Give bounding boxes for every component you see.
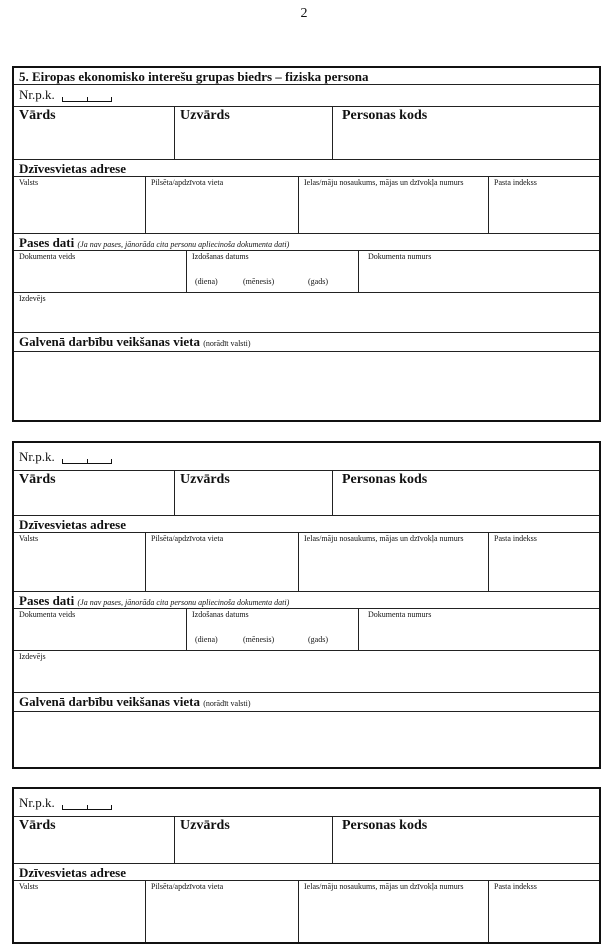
vards-field[interactable]: [14, 471, 174, 515]
vards-field[interactable]: [14, 817, 174, 863]
nrpk-input[interactable]: [62, 453, 112, 464]
dokumenta-numurs-label: Dokumenta numurs: [368, 610, 432, 619]
passport-heading-row: [14, 592, 599, 608]
pasta-indekss-label: Pasta indekss: [494, 882, 537, 891]
dokumenta-veids-label: Dokumenta veids: [19, 252, 76, 261]
address-heading-row: [14, 516, 599, 532]
uzvards-label: Uzvārds: [180, 472, 230, 487]
address-row: [14, 532, 599, 592]
izdosanas-datums-label: Izdošanas datums: [192, 252, 249, 261]
uzvards-label: Uzvārds: [180, 818, 230, 833]
ielas-label: Ielas/māju nosaukums, mājas un dzīvokļa numurs: [304, 882, 464, 891]
passport-row: [14, 608, 599, 651]
nrpk-input[interactable]: [62, 91, 112, 102]
member-block-1: [12, 66, 601, 422]
vards-label: Vārds: [19, 472, 56, 487]
pilseta-label: Pilsēta/apdzīvota vieta: [151, 534, 224, 543]
passport-heading: Pases dati: [19, 593, 75, 608]
personas-kods-label: Personas kods: [342, 818, 428, 833]
izdosanas-datums-field[interactable]: [186, 609, 358, 650]
address-heading: Dzīvesvietas adrese: [19, 161, 126, 176]
passport-note: (Ja nav pases, jānorāda cita personu apliecinoša dokumenta dati): [77, 240, 290, 249]
menesis-label: (mēnesis): [243, 277, 275, 286]
menesis-label: (mēnesis): [243, 635, 275, 644]
name-row: [14, 107, 599, 160]
diena-label: (diena): [195, 635, 218, 644]
valsts-field[interactable]: [14, 881, 145, 942]
address-heading: Dzīvesvietas adrese: [19, 517, 126, 532]
uzvards-field[interactable]: [174, 107, 332, 159]
uzvards-label: Uzvārds: [180, 108, 230, 123]
valsts-label: Valsts: [19, 882, 39, 891]
address-heading-row: [14, 864, 599, 880]
name-row: [14, 471, 599, 516]
izdevejs-label: Izdevējs: [19, 652, 46, 661]
passport-note: (Ja nav pases, jānorāda cita personu apliecinoša dokumenta dati): [77, 598, 290, 607]
personas-kods-field[interactable]: [332, 817, 599, 863]
gads-label: (gads): [308, 277, 328, 286]
dokumenta-veids-field[interactable]: [14, 609, 186, 650]
vards-label: Vārds: [19, 108, 56, 123]
galvena-heading: Galvenā darbību veikšanas vieta: [19, 694, 200, 709]
pilseta-field[interactable]: [145, 533, 298, 591]
dokumenta-numurs-label: Dokumenta numurs: [368, 252, 432, 261]
gads-label: (gads): [308, 635, 328, 644]
pasta-indekss-label: Pasta indekss: [494, 534, 537, 543]
galvena-field[interactable]: [14, 352, 599, 402]
galvena-heading: Galvenā darbību veikšanas vieta: [19, 334, 200, 349]
galvena-heading-row: [14, 333, 599, 352]
noradit-valsti-note: (norādīt valsti): [203, 339, 251, 348]
pasta-indekss-field[interactable]: [488, 533, 599, 591]
ielas-label: Ielas/māju nosaukums, mājas un dzīvokļa numurs: [304, 534, 464, 543]
pasta-indekss-field[interactable]: [488, 177, 599, 233]
pilseta-field[interactable]: [145, 881, 298, 942]
passport-heading-row: [14, 234, 599, 250]
izdevejs-row: [14, 651, 599, 693]
dokumenta-veids-label: Dokumenta veids: [19, 610, 76, 619]
dokumenta-veids-field[interactable]: [14, 251, 186, 292]
address-heading-row: [14, 160, 599, 176]
nrpk-row: [14, 443, 599, 471]
passport-row: [14, 250, 599, 293]
ielas-field[interactable]: [298, 881, 488, 942]
personas-kods-label: Personas kods: [342, 472, 428, 487]
diena-label: (diena): [195, 277, 218, 286]
pasta-indekss-field[interactable]: [488, 881, 599, 942]
uzvards-field[interactable]: [174, 817, 332, 863]
address-row: [14, 176, 599, 234]
pilseta-label: Pilsēta/apdzīvota vieta: [151, 178, 224, 187]
nrpk-input[interactable]: [62, 799, 112, 810]
dokumenta-numurs-field[interactable]: [358, 251, 599, 292]
member-block-3: [12, 787, 601, 944]
address-heading: Dzīvesvietas adrese: [19, 865, 126, 880]
vards-field[interactable]: [14, 107, 174, 159]
passport-heading: Pases dati: [19, 235, 75, 250]
dokumenta-numurs-field[interactable]: [358, 609, 599, 650]
personas-kods-label: Personas kods: [342, 108, 428, 123]
page-number: 2: [300, 6, 308, 21]
ielas-field[interactable]: [298, 533, 488, 591]
member-block-2: [12, 441, 601, 769]
personas-kods-field[interactable]: [332, 471, 599, 515]
personas-kods-field[interactable]: [332, 107, 599, 159]
galvena-heading-row: [14, 693, 599, 712]
nrpk-label: Nr.p.k.: [19, 87, 55, 102]
noradit-valsti-note: (norādīt valsti): [203, 699, 251, 708]
valsts-label: Valsts: [19, 178, 39, 187]
nrpk-row: [14, 85, 599, 107]
pilseta-label: Pilsēta/apdzīvota vieta: [151, 882, 224, 891]
vards-label: Vārds: [19, 818, 56, 833]
pasta-indekss-label: Pasta indekss: [494, 178, 537, 187]
section-title-row: [14, 68, 599, 85]
izdevejs-field[interactable]: [14, 293, 599, 304]
address-row: [14, 880, 599, 942]
pilseta-field[interactable]: [145, 177, 298, 233]
valsts-label: Valsts: [19, 534, 39, 543]
izdevejs-label: Izdevējs: [19, 294, 46, 303]
nrpk-label: Nr.p.k.: [19, 795, 55, 810]
izdosanas-datums-label: Izdošanas datums: [192, 610, 249, 619]
valsts-field[interactable]: [14, 533, 145, 591]
ielas-label: Ielas/māju nosaukums, mājas un dzīvokļa numurs: [304, 178, 464, 187]
nrpk-row: [14, 789, 599, 817]
section-title: 5. Eiropas ekonomisko interešu grupas biedrs – fiziska persona: [19, 69, 369, 84]
ielas-field[interactable]: [298, 177, 488, 233]
izdevejs-row: [14, 293, 599, 333]
izdevejs-field[interactable]: [14, 651, 599, 662]
galvena-field[interactable]: [14, 712, 599, 767]
nrpk-label: Nr.p.k.: [19, 449, 55, 464]
valsts-field[interactable]: [14, 177, 145, 233]
name-row: [14, 817, 599, 864]
izdosanas-datums-field[interactable]: [186, 251, 358, 292]
uzvards-field[interactable]: [174, 471, 332, 515]
